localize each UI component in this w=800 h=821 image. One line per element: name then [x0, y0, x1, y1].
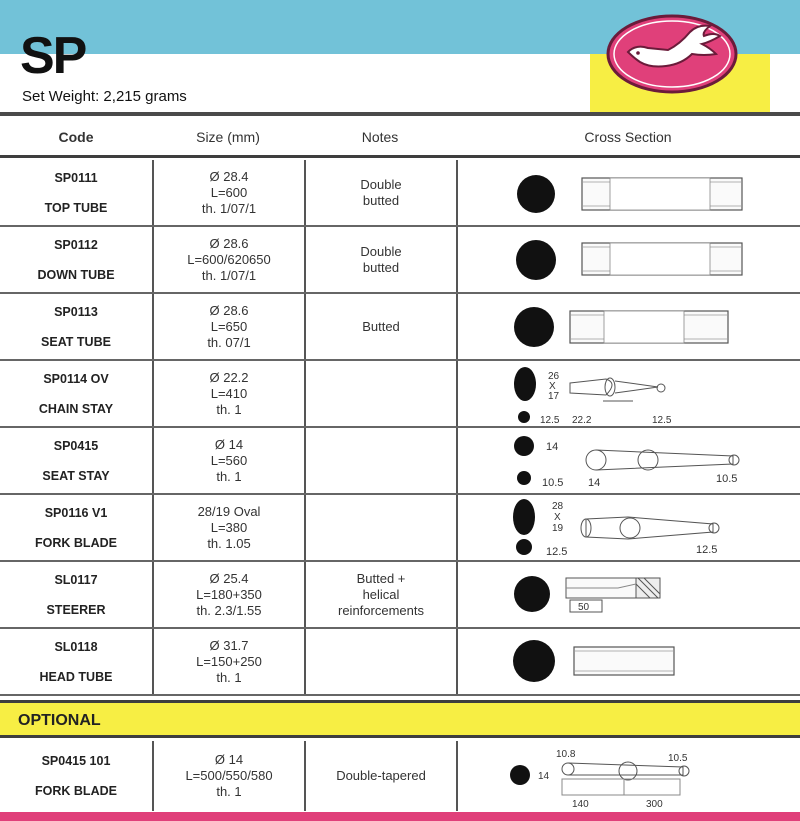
section-circle [517, 175, 555, 213]
section-circle-small [518, 411, 530, 423]
dim-label: 19 [552, 523, 564, 534]
dim-label: 28 [552, 501, 564, 512]
cross-section-cell [456, 227, 800, 292]
size-cell [152, 562, 304, 627]
code-cell [0, 227, 152, 292]
size-cell [152, 227, 304, 292]
size-cell [152, 160, 304, 225]
size-line: Ø 25.4 [209, 570, 249, 586]
cross-section-cell [456, 629, 800, 694]
table-row [0, 160, 800, 227]
cross-section-drawing [458, 294, 800, 359]
column-code: Code [58, 129, 94, 145]
dim-label: 14 [538, 771, 550, 782]
tube-part-name: SEAT TUBE [41, 334, 111, 349]
cross-section-drawing [458, 361, 800, 426]
dim-label: 22.2 [572, 415, 592, 426]
dim-label: 12.5 [546, 546, 568, 558]
cross-section-cell [456, 495, 800, 560]
code-cell [0, 160, 152, 225]
section-circle [514, 436, 534, 456]
dim-label: 14 [546, 441, 559, 453]
table-row [0, 562, 800, 629]
tube-code: SP0111 [54, 170, 98, 185]
tube-code: SL0118 [54, 639, 98, 654]
tube-code: SP0112 [54, 237, 98, 252]
section-circle-small [516, 539, 532, 555]
notes-cell [304, 741, 456, 811]
tube-code: SP0415 101 [41, 754, 111, 768]
size-line: th. 1/07/1 [201, 200, 257, 216]
section-circle-small [517, 471, 531, 485]
tube-code: SP0113 [54, 304, 98, 319]
notes-cell [304, 361, 456, 426]
cross-section-drawing [458, 495, 800, 560]
dim-label: 10.5 [668, 753, 688, 764]
notes-cell [304, 562, 456, 627]
notes-cell [304, 629, 456, 694]
size-line: L=560 [210, 452, 248, 468]
size-cell [152, 629, 304, 694]
tube-part-name: FORK BLADE [35, 535, 117, 550]
table-row [0, 428, 800, 495]
tube-code: SP0114 OV [43, 371, 109, 386]
size-cell [152, 294, 304, 359]
code-cell [0, 562, 152, 627]
dim-label: 10.5 [716, 473, 738, 485]
note-line: Butted + [356, 570, 406, 586]
dim-label: 50 [578, 602, 590, 613]
note-line: Double [360, 243, 402, 259]
size-line: th. 1 [216, 401, 242, 417]
size-line: L=180+350 [196, 586, 262, 602]
optional-band [0, 700, 800, 738]
cross-section-drawing [458, 629, 800, 694]
size-line: L=650 [210, 318, 248, 334]
size-line: L=600 [210, 184, 248, 200]
dim-label: 12.5 [652, 415, 672, 426]
tube-part-name: FORK BLADE [35, 784, 117, 798]
size-line: Ø 22.2 [209, 369, 249, 385]
header [0, 0, 800, 118]
tube-part-name: TOP TUBE [44, 200, 108, 215]
cross-section-drawing [458, 562, 800, 627]
tube-code: SL0117 [54, 572, 98, 587]
notes-cell [304, 160, 456, 225]
tube-profile [582, 178, 742, 210]
size-cell [152, 428, 304, 493]
dim-label: 300 [646, 799, 663, 809]
size-line: L=600/620650 [187, 251, 271, 267]
table-row [0, 495, 800, 562]
size-line: Ø 31.7 [209, 637, 249, 653]
cross-section-cell [456, 741, 800, 811]
code-cell [0, 629, 152, 694]
column-notes: Notes [361, 129, 399, 145]
note-line: Double [360, 176, 402, 192]
dim-label: 17 [548, 391, 560, 402]
column-cross-section: Cross Section [584, 129, 672, 145]
code-cell [0, 361, 152, 426]
cross-section-cell [456, 361, 800, 426]
table-row [0, 361, 800, 428]
tube-part-name: HEAD TUBE [39, 669, 113, 684]
tube-code: SP0116 V1 [44, 505, 108, 520]
dove-logo-icon [606, 14, 738, 94]
size-line: L=500/550/580 [185, 768, 273, 783]
notes-cell [304, 294, 456, 359]
size-line: th. 1 [216, 784, 242, 799]
size-line: Ø 28.6 [209, 302, 249, 318]
note-line: Double-tapered [336, 768, 426, 783]
code-cell [0, 741, 152, 811]
dim-label: X [554, 512, 561, 523]
note-line: butted [362, 259, 400, 275]
note-line: reinforcements [338, 602, 424, 618]
section-circle [516, 240, 556, 280]
section-circle [510, 765, 530, 785]
table-row [0, 294, 800, 361]
cross-section-drawing [458, 227, 800, 292]
cross-section-cell [456, 562, 800, 627]
tube-code: SP0415 [53, 438, 99, 453]
size-cell [152, 495, 304, 560]
set-weight: Set Weight: 2,215 grams [22, 88, 187, 105]
size-line: Ø 28.4 [209, 168, 249, 184]
code-cell [0, 294, 152, 359]
column-header-row [0, 118, 800, 158]
note-line: Butted [362, 318, 400, 334]
size-line: th. 2.3/1.55 [196, 602, 262, 618]
notes-cell [304, 428, 456, 493]
notes-cell [304, 227, 456, 292]
section-oval [514, 367, 536, 401]
section-circle [514, 307, 554, 347]
tube-profile [582, 243, 742, 275]
dim-label: 14 [588, 477, 601, 489]
optional-table-row [0, 741, 800, 811]
section-circle [513, 640, 555, 682]
tube-profile [574, 647, 674, 675]
size-line: th. 1 [216, 669, 242, 685]
cross-section-drawing [458, 160, 800, 225]
cross-section-cell [456, 294, 800, 359]
dim-label: X [549, 381, 556, 392]
size-line: th. 1.05 [207, 535, 251, 551]
size-line: th. 1 [216, 468, 242, 484]
cross-section-cell [456, 160, 800, 225]
size-line: L=410 [210, 385, 248, 401]
size-line: L=150+250 [196, 653, 262, 669]
dim-label: 12.5 [540, 415, 560, 426]
size-cell [152, 361, 304, 426]
notes-cell [304, 495, 456, 560]
table-row [0, 227, 800, 294]
size-line: th. 1/07/1 [201, 267, 257, 283]
dim-label: 12.5 [696, 544, 718, 556]
code-cell [0, 495, 152, 560]
table-row [0, 629, 800, 696]
tube-profile [570, 311, 728, 343]
size-line: 28/19 Oval [197, 503, 261, 519]
optional-label: OPTIONAL [18, 712, 101, 729]
page-title: SP [20, 27, 86, 85]
tube-part-name: CHAIN STAY [38, 401, 114, 416]
column-size: Size (mm) [196, 129, 260, 145]
size-cell [152, 741, 304, 811]
bottom-pink-band [0, 812, 800, 821]
tube-part-name: SEAT STAY [42, 468, 110, 483]
size-line: Ø 14 [214, 752, 244, 767]
header-rule [0, 112, 800, 116]
size-line: th. 07/1 [207, 334, 251, 350]
size-line: Ø 14 [214, 436, 244, 452]
dim-label: 10.8 [556, 749, 576, 760]
cross-section-drawing [458, 741, 800, 809]
size-line: Ø 28.6 [209, 235, 249, 251]
section-oval [513, 499, 535, 535]
size-line: L=380 [210, 519, 248, 535]
cross-section-drawing [458, 428, 800, 493]
code-cell [0, 428, 152, 493]
dim-label: 10.5 [542, 477, 564, 489]
note-line: helical [362, 586, 400, 602]
section-circle [514, 576, 550, 612]
tube-part-name: STEERER [46, 602, 106, 617]
note-line: butted [362, 192, 400, 208]
dim-label: 26 [548, 371, 560, 382]
cross-section-cell [456, 428, 800, 493]
dim-label: 140 [572, 799, 589, 809]
tube-part-name: DOWN TUBE [37, 267, 115, 282]
